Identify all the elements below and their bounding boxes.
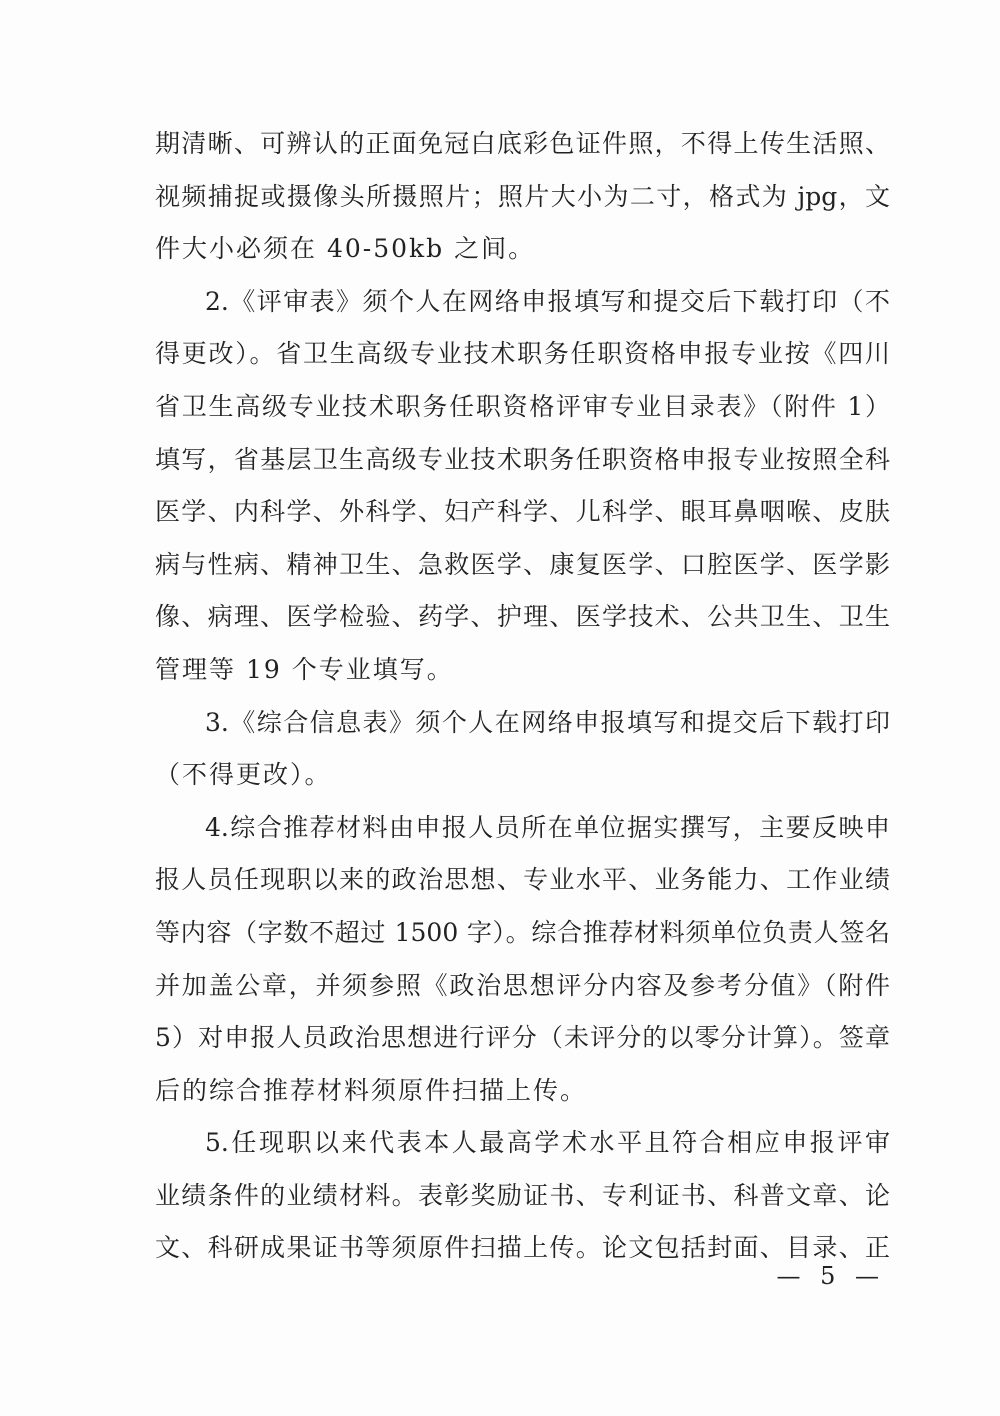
text-line: （不得更改）。 xyxy=(155,760,332,790)
text-line: 省卫生高级专业技术职务任职资格评审专业目录表》（附件 1） xyxy=(155,391,890,421)
paragraph-4-start: 4.综合推荐材料由申报人员所在单位据实撰写，主要反映申 xyxy=(205,812,890,842)
text-line: 期清晰、可辨认的正面免冠白底彩色证件照，不得上传生活照、 xyxy=(155,129,890,158)
text-line: 后的综合推荐材料须原件扫描上传。 xyxy=(155,1075,588,1105)
text-line: 文、科研成果证书等须原件扫描上传。论文包括封面、目录、正 xyxy=(155,1233,890,1263)
page-number: — 5 — xyxy=(776,1262,885,1290)
text-line: 视频捕捉或摄像头所摄照片；照片大小为二寸，格式为 jpg，文 xyxy=(155,181,890,211)
paragraph-2-start: 2.《评审表》须个人在网络申报填写和提交后下载打印（不 xyxy=(205,286,890,316)
document-body xyxy=(155,118,890,1275)
paragraph-5-start: 5.任现职以来代表本人最高学术水平且符合相应申报评审 xyxy=(205,1128,890,1158)
text-line: 等内容（字数不超过 1500 字）。综合推荐材料须单位负责人签名 xyxy=(155,917,890,947)
text-line: 像、病理、医学检验、药学、护理、医学技术、公共卫生、卫生 xyxy=(155,602,890,632)
text-line: 报人员任现职以来的政治思想、专业水平、业务能力、工作业绩 xyxy=(155,865,890,895)
text-line: 医学、内科学、外科学、妇产科学、儿科学、眼耳鼻咽喉、皮肤 xyxy=(155,497,890,527)
text-line: 5）对申报人员政治思想进行评分（未评分的以零分计算）。签章 xyxy=(155,1023,890,1053)
paragraph-3-start: 3.《综合信息表》须个人在网络申报填写和提交后下载打印 xyxy=(205,707,890,737)
text-line: 管理等 19 个专业填写。 xyxy=(155,654,454,684)
text-line: 填写，省基层卫生高级专业技术职务任职资格申报专业按照全科 xyxy=(155,444,890,474)
text-line: 得更改）。省卫生高级专业技术职务任职资格申报专业按《四川 xyxy=(155,339,890,369)
text-line: 业绩条件的业绩材料。表彰奖励证书、专利证书、科普文章、论 xyxy=(155,1180,890,1210)
text-line: 病与性病、精神卫生、急救医学、康复医学、口腔医学、医学影 xyxy=(155,549,890,579)
text-line: 并加盖公章，并须参照《政治思想评分内容及参考分值》（附件 xyxy=(155,970,890,1000)
text-line: 件大小必须在 40-50kb 之间。 xyxy=(155,234,536,264)
